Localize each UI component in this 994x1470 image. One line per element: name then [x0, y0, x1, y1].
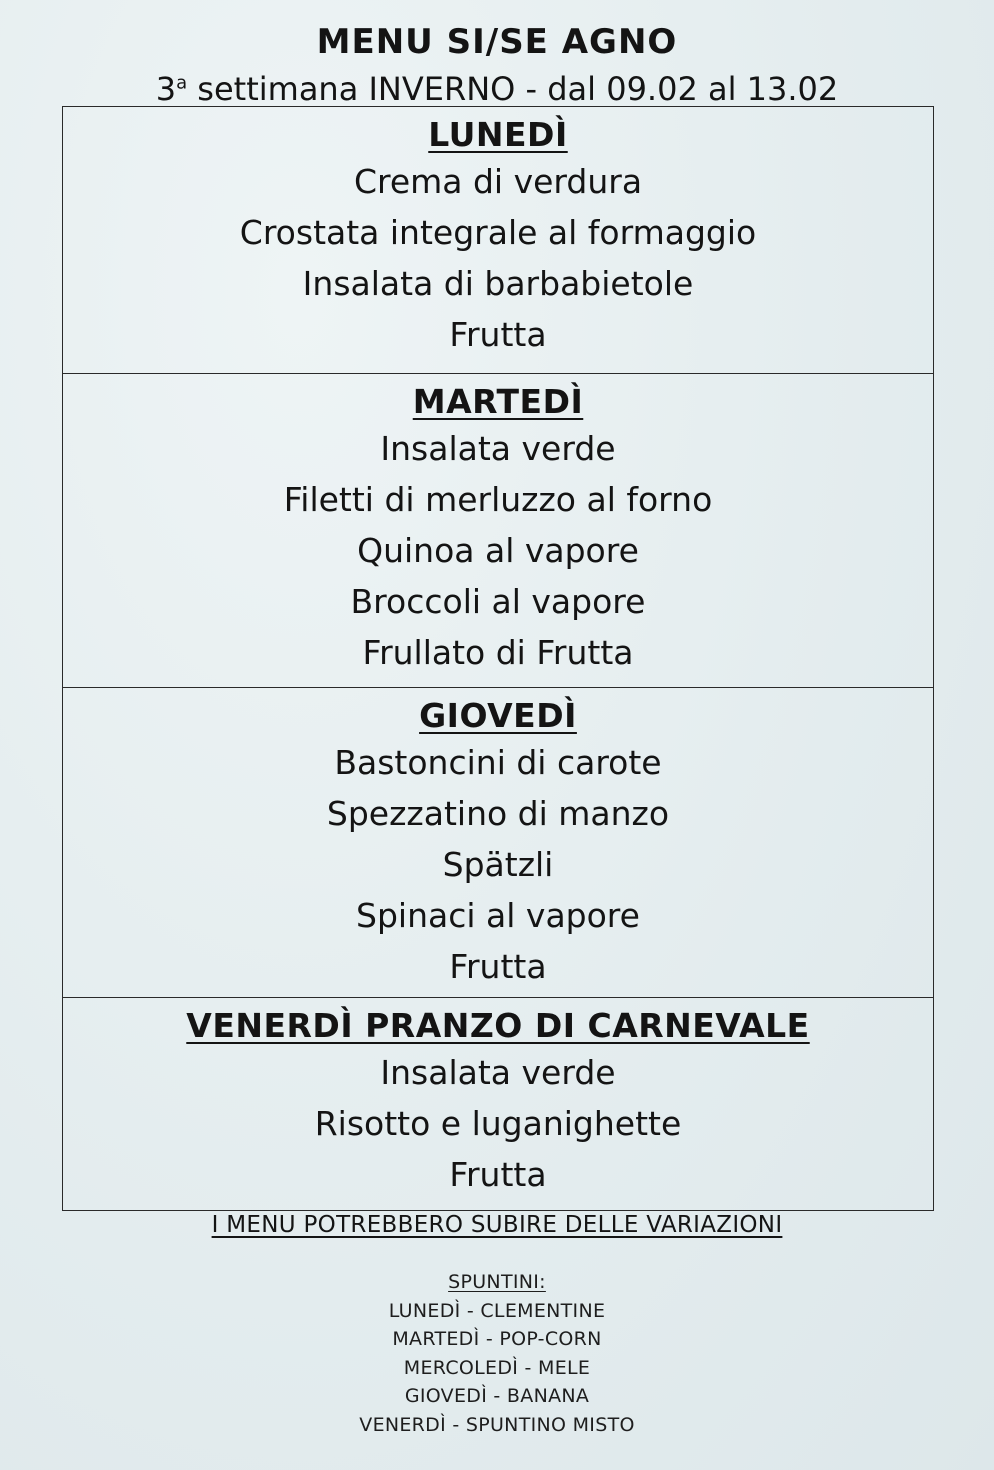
dish-item: Crema di verdura [353, 162, 643, 201]
dish-item: Insalata verde [380, 1053, 616, 1092]
week-description: settimana INVERNO - dal 09.02 al 13.02 [187, 70, 839, 108]
week-number: 3 [155, 70, 177, 108]
dish-item: Frullato di Frutta [362, 633, 634, 672]
dish-item: Insalata di barbabietole [302, 264, 694, 303]
dish-item: Frutta [449, 315, 547, 354]
day-heading: VENERDÌ PRANZO DI CARNEVALE [186, 1006, 810, 1045]
week-subtitle [0, 70, 994, 108]
snack-item: MARTEDÌ - POP-CORN [392, 1328, 602, 1350]
dish-item: Bastoncini di carote [334, 743, 662, 782]
dish-item: Quinoa al vapore [357, 531, 639, 570]
weekly-menu-table [62, 106, 934, 1211]
day-block-martedi [63, 373, 933, 687]
dish-item: Spezzatino di manzo [326, 794, 670, 833]
day-heading: GIOVEDÌ [419, 696, 577, 735]
dish-item: Frutta [449, 1155, 547, 1194]
snack-item: GIOVEDÌ - BANANA [404, 1385, 590, 1407]
dish-item: Insalata verde [380, 429, 616, 468]
snack-item: LUNEDÌ - CLEMENTINE [388, 1299, 606, 1322]
snack-item: VENERDÌ - SPUNTINO MISTO [359, 1413, 635, 1436]
day-block-giovedi [63, 687, 933, 997]
dish-item: Frutta [449, 947, 547, 986]
snacks-heading: SPUNTINI: [448, 1271, 546, 1293]
dish-item: Crostata integrale al formaggio [239, 213, 757, 252]
day-heading: LUNEDÌ [428, 115, 568, 154]
week-ordinal: a [176, 72, 188, 94]
snack-item: MERCOLEDÌ - MELE [403, 1356, 591, 1379]
dish-item: Broccoli al vapore [350, 582, 646, 621]
menu-title: MENU SI/SE AGNO [316, 22, 678, 62]
day-block-lunedi [63, 107, 933, 373]
day-block-venerdi [63, 997, 933, 1210]
dish-item: Spätzli [442, 845, 554, 884]
variation-notice: I MENU POTREBBERO SUBIRE DELLE VARIAZIONI [211, 1212, 783, 1238]
dish-item: Risotto e luganighette [314, 1104, 682, 1143]
dish-item: Filetti di merluzzo al forno [283, 480, 713, 519]
day-heading: MARTEDÌ [412, 382, 584, 421]
dish-item: Spinaci al vapore [356, 896, 640, 935]
snacks-section [0, 1268, 994, 1439]
